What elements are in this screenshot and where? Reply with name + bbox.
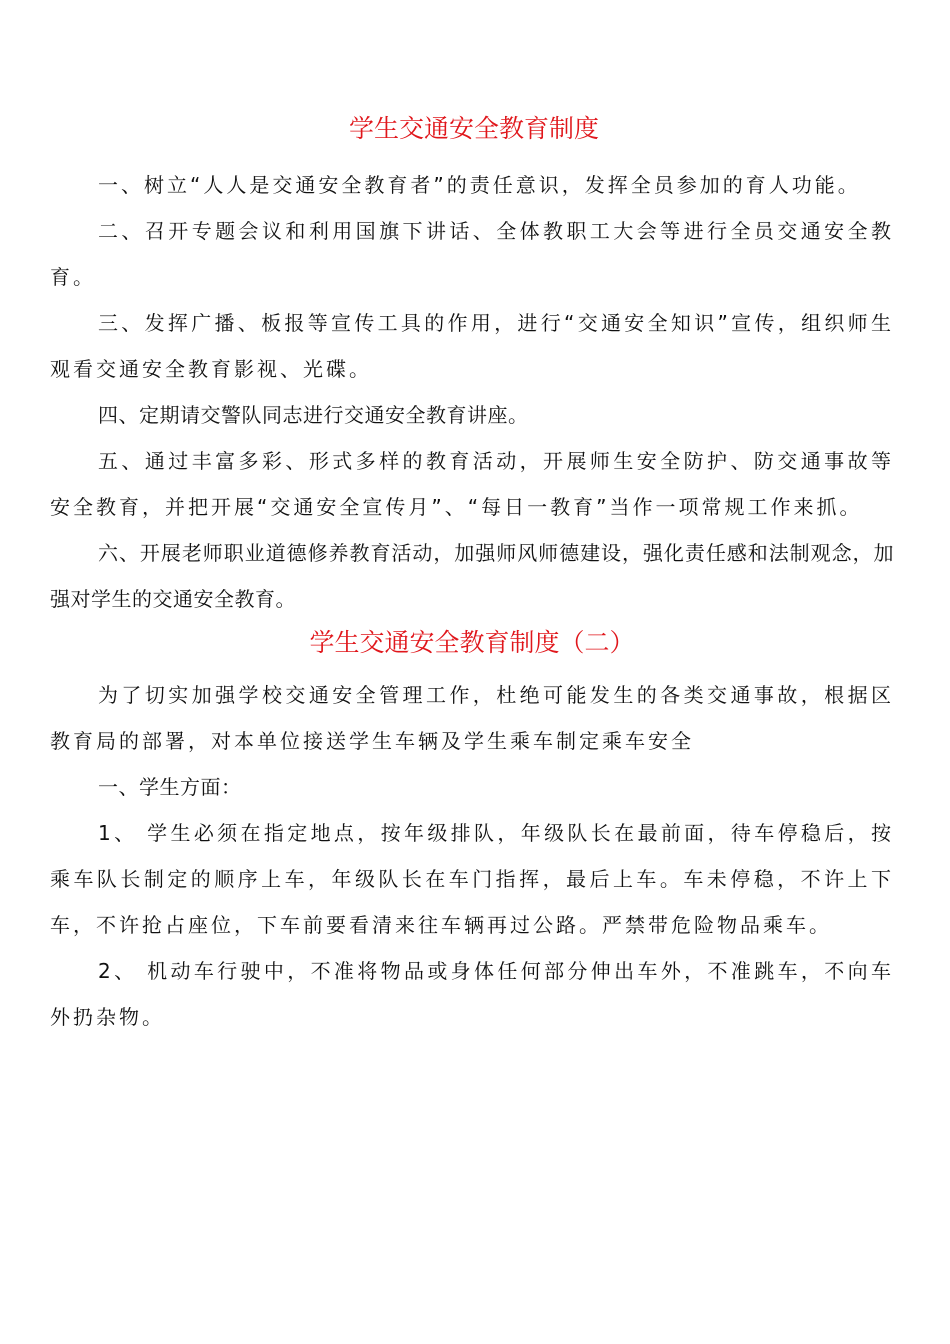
paragraph-3: 三、发挥广播、板报等宣传工具的作用，进行“交通安全知识”宣传，组织师生观看交通安全教育影视、光碟。	[50, 311, 894, 381]
rule-2: 2、 机动车行驶中，不准将物品或身体任何部分伸出车外，不准跳车，不向车外扔杂物。	[50, 959, 894, 1029]
section-heading-students: 一、学生方面：	[98, 775, 242, 799]
document-subtitle: 学生交通安全教育制度（二）	[309, 628, 635, 657]
paragraph-4: 四、定期请交警队同志进行交通安全教育讲座。	[98, 403, 529, 427]
paragraph-1: 一、树立“人人是交通安全教育者”的责任意识，发挥全员参加的育人功能。	[98, 173, 861, 197]
document-title: 学生交通安全教育制度	[348, 114, 599, 143]
paragraph-5: 五、通过丰富多彩、形式多样的教育活动，开展师生安全防护、防交通事故等安全教育，并把开展“交通安全宣传月”、“每日一教育”当作一项常规工作来抓。	[50, 449, 894, 519]
intro-paragraph: 为了切实加强学校交通安全管理工作，杜绝可能发生的各类交通事故，根据区教育局的部署，对本单位接送学生车辆及学生乘车制定乘车安全	[50, 683, 894, 753]
paragraph-2: 二、召开专题会议和利用国旗下讲话、全体教职工大会等进行全员交通安全教育。	[50, 219, 894, 289]
rule-1: 1、 学生必须在指定地点，按年级排队，年级队长在最前面，待车停稳后，按乘车队长制定的顺序上车，年级队长在车门指挥，最后上车。车未停稳，不许上下车，不许抢占座位，下车前要看清来往车辆再过公路。严禁带危险物品乘车。	[50, 821, 894, 937]
paragraph-6: 六、开展老师职业道德修养教育活动，加强师风师德建设，强化责任感和法制观念，加强对学生的交通安全教育。	[50, 541, 894, 611]
